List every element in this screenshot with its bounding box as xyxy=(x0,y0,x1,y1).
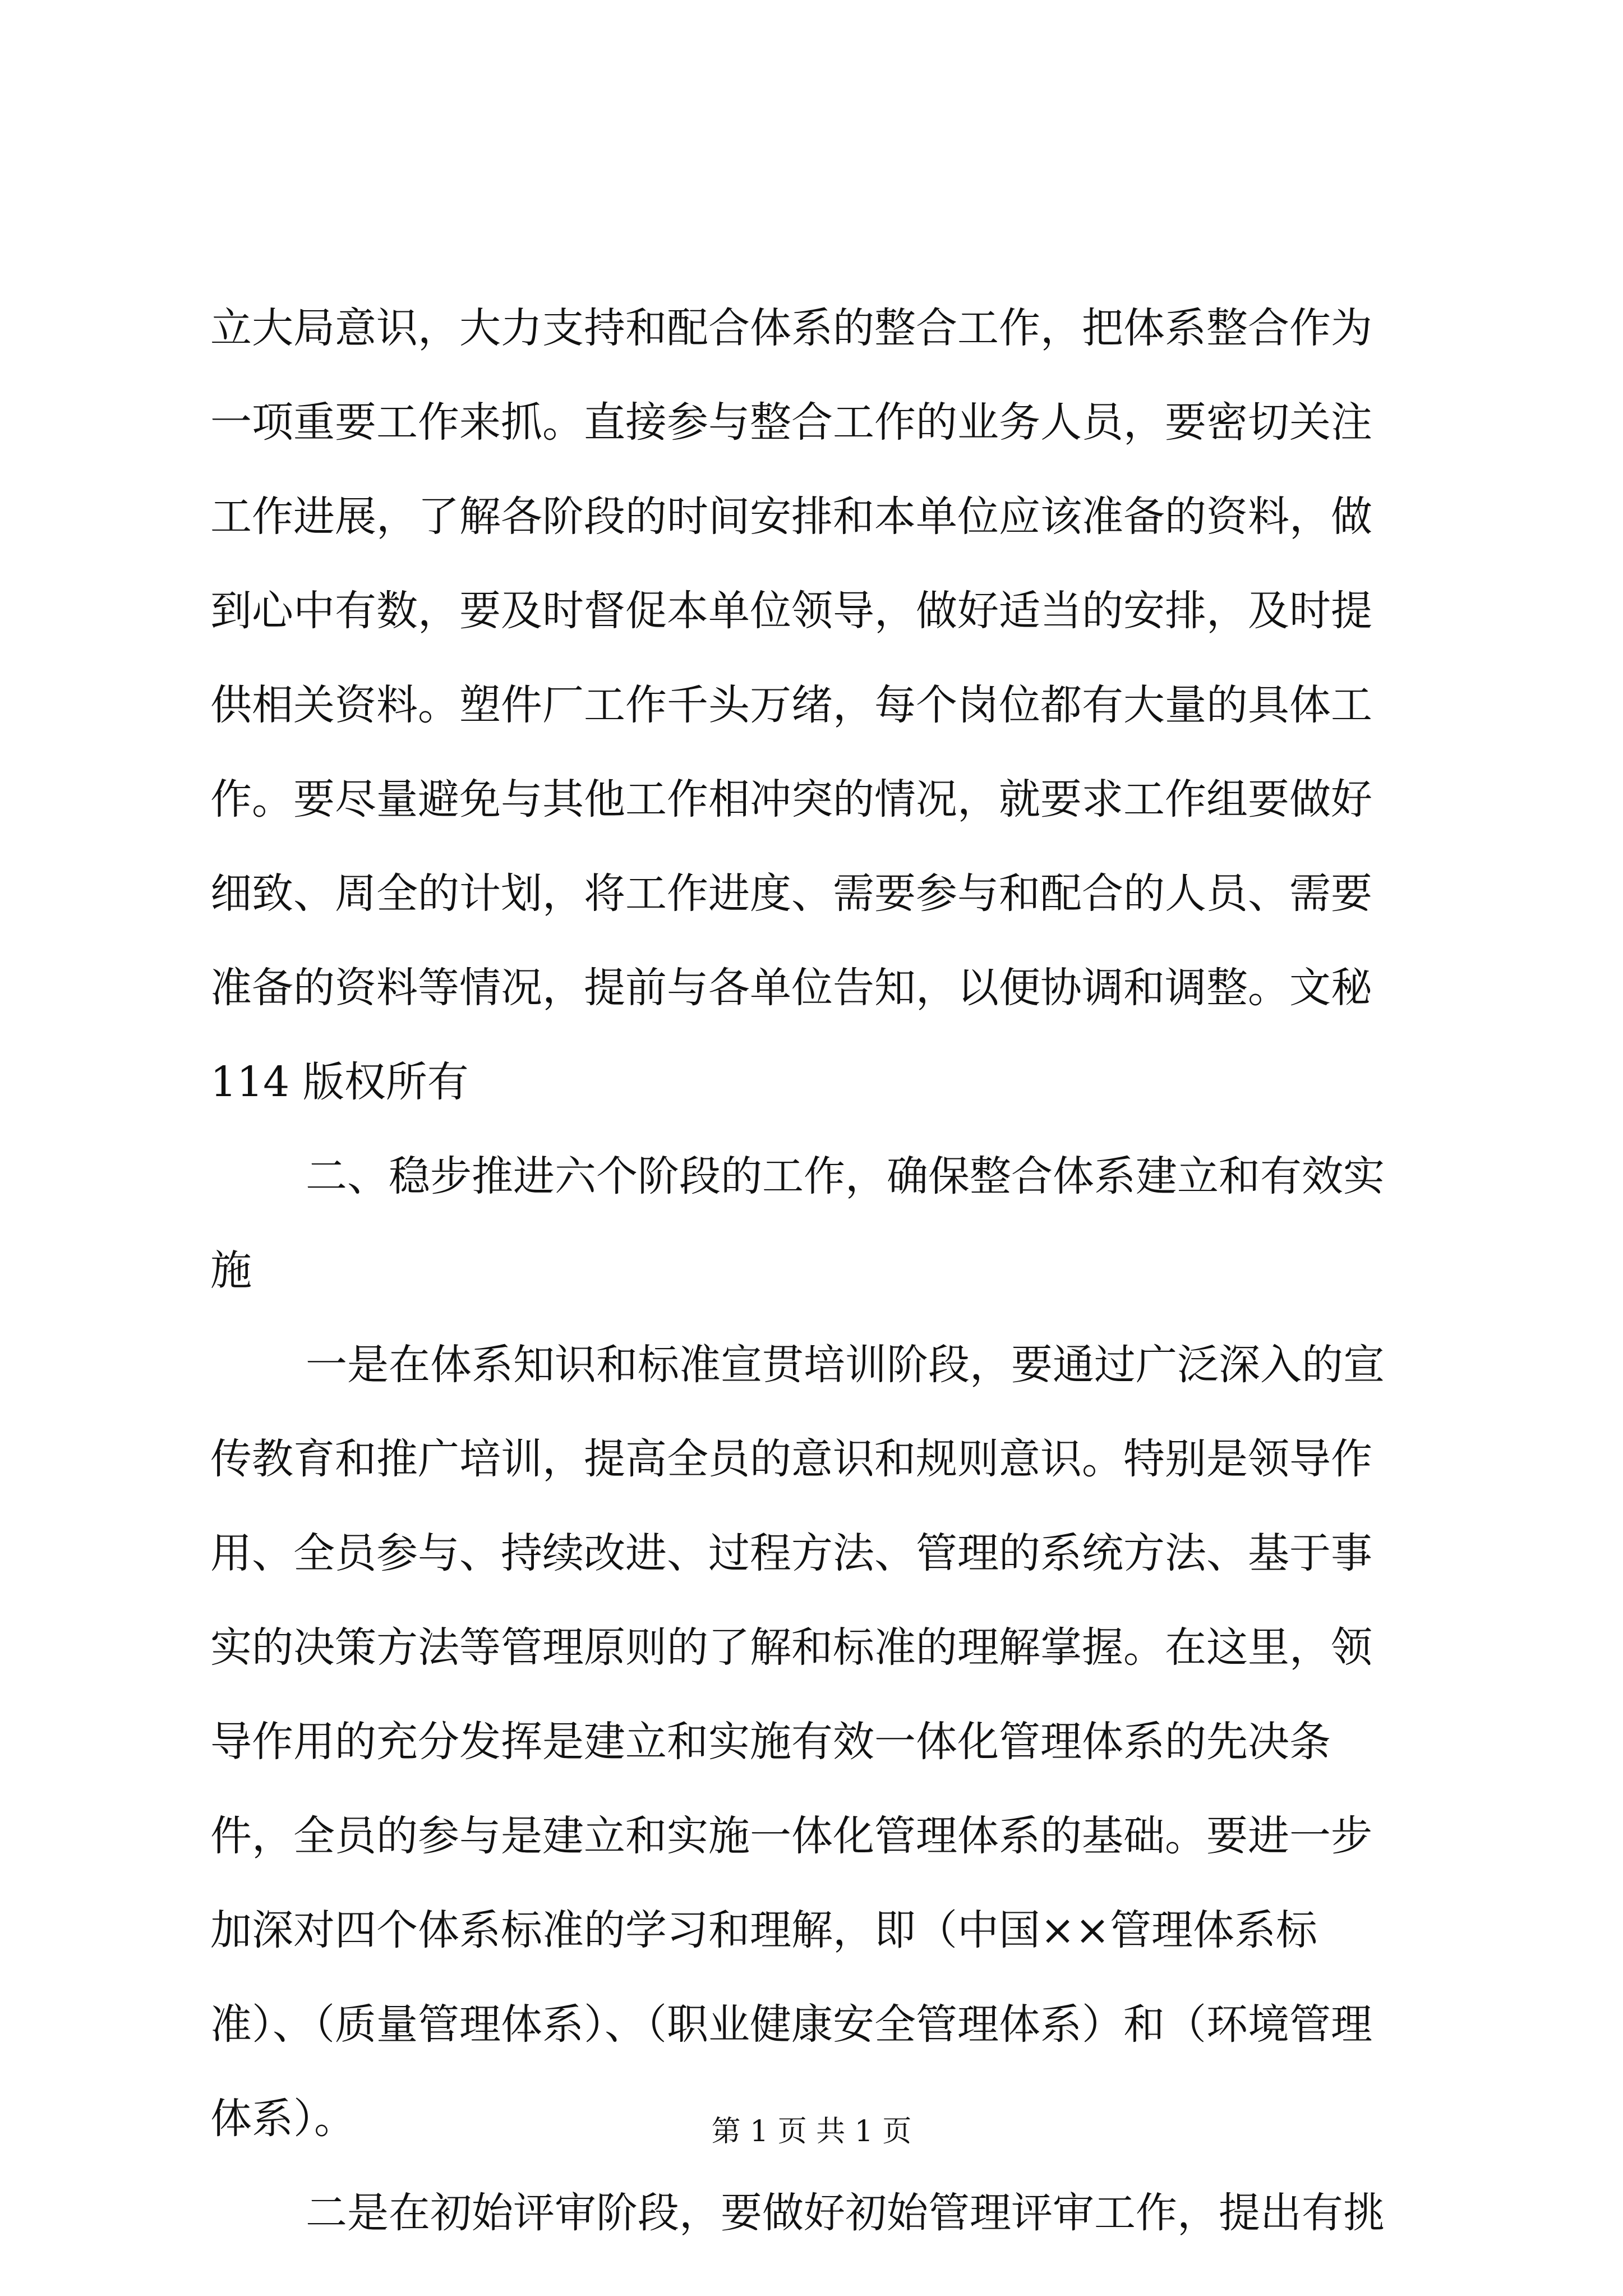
text-line: 工作进展，了解各阶段的时间安排和本单位应该准备的资料，做 xyxy=(210,493,1372,541)
text-line: 用、全员参与、持续改进、过程方法、管理的系统方法、基于事 xyxy=(210,1529,1372,1577)
text-line: 加深对四个体系标准的学习和理解，即（中国××管理体系标 xyxy=(210,1906,1318,1954)
text-line: 实的决策方法等管理原则的了解和标准的理解掌握。在这里，领 xyxy=(210,1623,1372,1672)
text-line: 体系）。 xyxy=(210,2095,356,2143)
text-line: 立大局意识，大力支持和配合体系的整合工作，把体系整合作为 xyxy=(210,304,1372,352)
text-line: 一项重要工作来抓。直接参与整合工作的业务人员，要密切关注 xyxy=(210,398,1372,447)
text-line: 供相关资料。塑件厂工作千头万绪，每个岗位都有大量的具体工 xyxy=(210,681,1372,729)
text-line: 作。要尽量避免与其他工作相冲突的情况，就要求工作组要做好 xyxy=(210,775,1372,823)
page-footer: 第 1 页 共 1 页 xyxy=(711,2115,912,2148)
text-line: 114 版权所有 xyxy=(210,1058,469,1106)
text-line: 导作用的充分发挥是建立和实施有效一体化管理体系的先决条 xyxy=(210,1718,1331,1766)
text-line: 准备的资料等情况，提前与各单位告知，以便协调和调整。文秘 xyxy=(210,964,1372,1012)
section-heading-continuation: 施 xyxy=(210,1246,252,1295)
paragraph-first-line: 二是在初始评审阶段，要做好初始管理评审工作，提出有挑 xyxy=(306,2189,1385,2237)
paragraph-first-line: 一是在体系知识和标准宣贯培训阶段，要通过广泛深入的宣 xyxy=(306,1341,1385,1389)
text-line: 传教育和推广培训，提高全员的意识和规则意识。特别是领导作 xyxy=(210,1435,1372,1483)
section-heading: 二、稳步推进六个阶段的工作，确保整合体系建立和有效实 xyxy=(306,1152,1385,1200)
text-line: 到心中有数，要及时督促本单位领导，做好适当的安排，及时提 xyxy=(210,587,1372,635)
text-line: 准）、（质量管理体系）、（职业健康安全管理体系）和（环境管理 xyxy=(210,2000,1372,2049)
text-line: 细致、周全的计划，将工作进度、需要参与和配合的人员、需要 xyxy=(210,869,1372,918)
text-line: 件，全员的参与是建立和实施一体化管理体系的基础。要进一步 xyxy=(210,1812,1372,1860)
